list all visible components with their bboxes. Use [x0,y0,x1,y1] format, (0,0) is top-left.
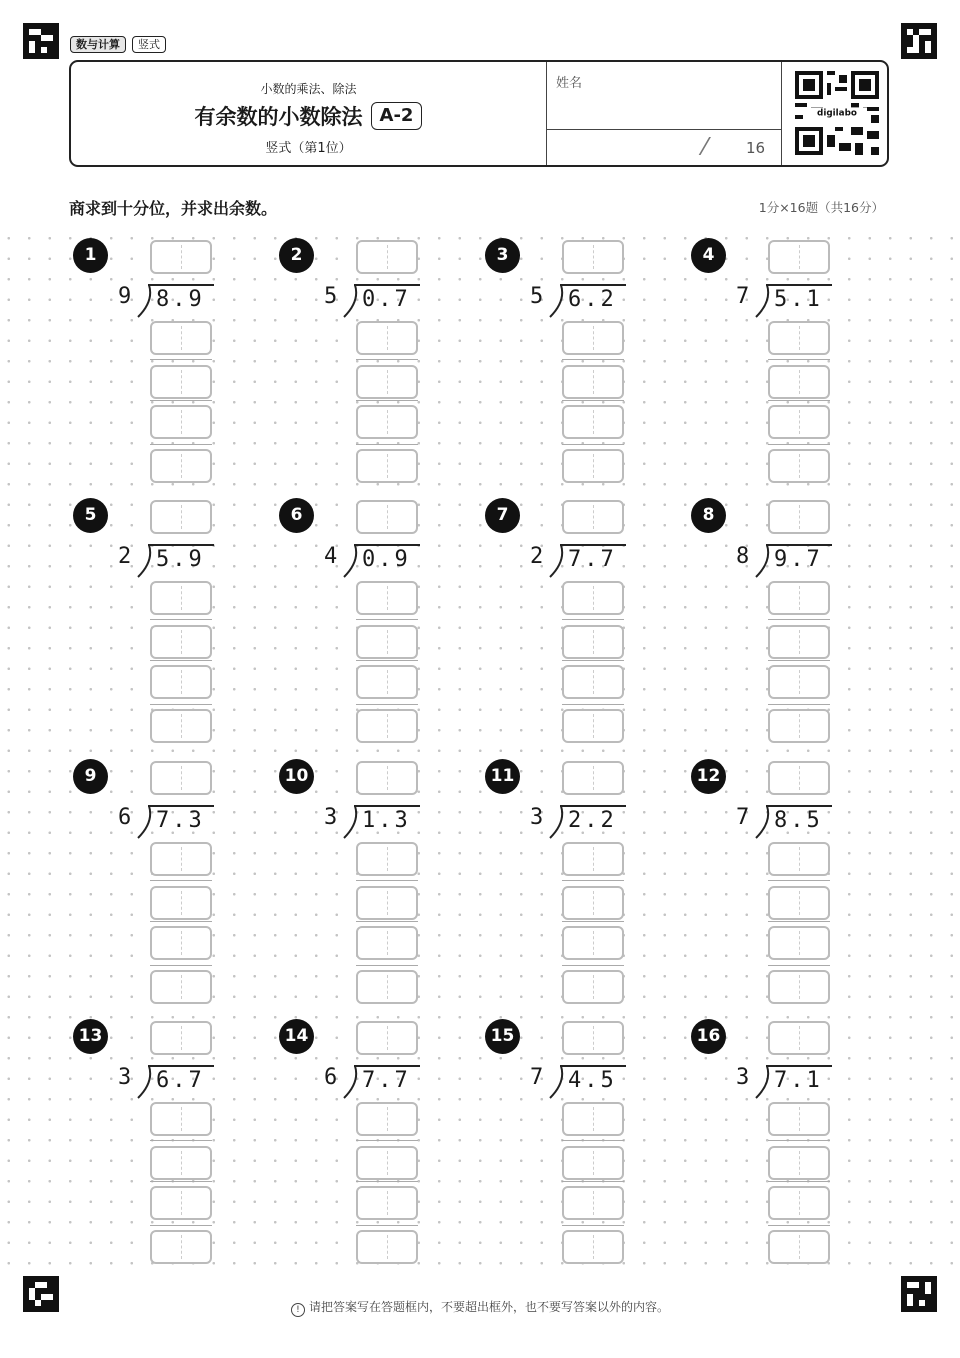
work-answer-box-4[interactable] [562,970,624,1004]
work-answer-box-3[interactable] [768,665,830,699]
problem-11 [482,761,682,1016]
work-answer-box-4[interactable] [768,449,830,483]
work-answer-box-3[interactable] [150,926,212,960]
subtraction-line-2 [562,1181,624,1182]
footer-text: 请把答案写在答题框内，不要超出框外，也不要写答案以外的内容。 [308,1300,669,1314]
subtraction-line-2 [768,400,830,401]
work-answer-box-2[interactable] [150,365,212,399]
work-answer-box-1[interactable] [768,321,830,355]
division-bracket-icon [136,284,152,318]
work-answer-box-3[interactable] [356,926,418,960]
tag-method: 竖式 [132,36,166,53]
subtraction-line-2 [356,1181,418,1182]
problem-number: 9 [73,759,108,794]
dividend: 5.1 [774,287,823,312]
divisor: 9 [118,284,132,309]
work-answer-box-4[interactable] [356,970,418,1004]
qr-section [781,62,888,165]
problem-8 [688,500,888,755]
subtraction-line-3 [356,704,418,705]
subtraction-line-1 [356,359,418,360]
name-field[interactable] [546,62,781,130]
work-answer-box-1[interactable] [150,842,212,876]
subtraction-line-2 [356,921,418,922]
dividend: 4.5 [568,1068,617,1093]
divisor: 7 [530,1065,544,1090]
division-bar [354,544,420,546]
level-badge: A-2 [371,102,423,130]
work-answer-box-1[interactable] [562,321,624,355]
category-tags [70,36,166,53]
division-bar [354,805,420,807]
work-answer-box-2[interactable] [562,625,624,659]
subtraction-line-3 [562,704,624,705]
quotient-answer-box[interactable] [150,240,212,274]
dividend: 0.9 [362,547,411,572]
division-bar [560,544,626,546]
dividend: 0.7 [362,287,411,312]
work-answer-box-4[interactable] [150,709,212,743]
dividend: 7.7 [362,1068,411,1093]
subtraction-line-2 [150,660,212,661]
problem-10 [276,761,476,1016]
problem-number: 3 [485,238,520,273]
problem-number: 13 [73,1019,108,1054]
quotient-answer-box[interactable] [356,240,418,274]
subtraction-line-3 [768,1225,830,1226]
dividend: 8.5 [774,808,823,833]
subtraction-line-3 [562,965,624,966]
division-bar [148,805,214,807]
quotient-answer-box[interactable] [150,500,212,534]
dividend: 5.9 [156,547,205,572]
work-answer-box-2[interactable] [562,365,624,399]
work-answer-box-2[interactable] [150,625,212,659]
quotient-answer-box[interactable] [150,761,212,795]
subtraction-line-1 [768,1140,830,1141]
division-bracket-icon [754,544,770,578]
divisor: 7 [736,284,750,309]
work-answer-box-2[interactable] [768,886,830,920]
division-bracket-icon [342,544,358,578]
work-answer-box-4[interactable] [150,970,212,1004]
problem-number: 12 [691,759,726,794]
subtraction-line-3 [768,965,830,966]
quotient-answer-box[interactable] [768,1021,830,1055]
instruction: 商求到十分位，并求出余数。 [69,199,278,218]
quotient-answer-box[interactable] [356,1021,418,1055]
divisor: 2 [118,544,132,569]
work-answer-box-1[interactable] [768,842,830,876]
work-answer-box-4[interactable] [768,709,830,743]
work-answer-box-2[interactable] [150,1146,212,1180]
subtraction-line-3 [562,444,624,445]
work-answer-box-3[interactable] [562,665,624,699]
method-label: 竖式（第1位） [265,141,352,156]
division-bracket-icon [754,284,770,318]
tag-category: 数与计算 [70,36,126,53]
work-answer-box-1[interactable] [150,321,212,355]
subtraction-line-1 [356,880,418,881]
dividend: 6.7 [156,1068,205,1093]
dividend: 9.7 [774,547,823,572]
work-answer-box-2[interactable] [150,886,212,920]
division-bar [560,805,626,807]
subtraction-line-1 [562,359,624,360]
divisor: 2 [530,544,544,569]
work-answer-box-3[interactable] [150,1186,212,1220]
divisor: 3 [324,805,338,830]
problem-number: 4 [691,238,726,273]
work-answer-box-3[interactable] [768,1186,830,1220]
subtraction-line-1 [150,880,212,881]
subtraction-line-1 [356,1140,418,1141]
subtraction-line-1 [150,1140,212,1141]
dividend: 7.1 [774,1068,823,1093]
divisor: 4 [324,544,338,569]
dividend: 8.9 [156,287,205,312]
divisor: 3 [736,1065,750,1090]
work-answer-box-1[interactable] [562,581,624,615]
subtraction-line-1 [768,880,830,881]
division-bracket-icon [548,284,564,318]
work-answer-box-1[interactable] [356,1102,418,1136]
page-title: 有余数的小数除法 [194,105,363,129]
subtraction-line-2 [150,921,212,922]
division-bar [560,1065,626,1067]
division-bracket-icon [548,805,564,839]
subtraction-line-3 [150,444,212,445]
problem-number: 14 [279,1019,314,1054]
work-answer-box-4[interactable] [768,1230,830,1264]
subtraction-line-2 [562,660,624,661]
work-answer-box-3[interactable] [150,405,212,439]
division-bracket-icon [136,805,152,839]
subtraction-line-1 [562,1140,624,1141]
quotient-answer-box[interactable] [768,240,830,274]
problem-14 [276,1021,476,1276]
subtraction-line-3 [768,704,830,705]
problem-number: 6 [279,498,314,533]
score-slash: / [697,134,712,159]
work-answer-box-2[interactable] [768,1146,830,1180]
problem-9 [70,761,270,1016]
work-answer-box-4[interactable] [562,1230,624,1264]
division-bar [148,284,214,286]
work-answer-box-1[interactable] [562,842,624,876]
dividend: 2.2 [568,808,617,833]
subtraction-line-1 [768,359,830,360]
title-section [71,62,547,165]
worksheet-header [69,60,889,167]
subtraction-line-3 [356,444,418,445]
dividend: 7.3 [156,808,205,833]
work-answer-box-1[interactable] [356,581,418,615]
subtraction-line-3 [768,444,830,445]
subtraction-line-2 [356,400,418,401]
score-note: 1分×16题（共16分） [758,200,884,215]
subtraction-line-3 [356,965,418,966]
problem-number: 11 [485,759,520,794]
problem-number: 10 [279,759,314,794]
problem-13 [70,1021,270,1276]
division-bracket-icon [754,1065,770,1099]
division-bracket-icon [136,1065,152,1099]
work-answer-box-4[interactable] [562,449,624,483]
work-answer-box-1[interactable] [150,581,212,615]
work-answer-box-3[interactable] [768,926,830,960]
subtraction-line-3 [356,1225,418,1226]
problem-4 [688,240,888,495]
subtraction-line-1 [356,619,418,620]
division-bracket-icon [342,1065,358,1099]
work-answer-box-2[interactable] [562,886,624,920]
work-answer-box-2[interactable] [356,625,418,659]
work-answer-box-3[interactable] [562,926,624,960]
problem-7 [482,500,682,755]
divisor: 5 [324,284,338,309]
divisor: 6 [324,1065,338,1090]
division-bracket-icon [548,1065,564,1099]
work-answer-box-2[interactable] [768,365,830,399]
division-bar [766,284,832,286]
work-answer-box-1[interactable] [768,581,830,615]
qr-code-icon [795,71,879,155]
subtraction-line-1 [150,359,212,360]
quotient-answer-box[interactable] [768,500,830,534]
subtraction-line-1 [562,619,624,620]
subtraction-line-1 [768,619,830,620]
subtraction-line-3 [150,1225,212,1226]
subtraction-line-2 [768,660,830,661]
divisor: 3 [530,805,544,830]
work-answer-box-1[interactable] [562,1102,624,1136]
work-answer-box-3[interactable] [562,405,624,439]
problem-6 [276,500,476,755]
subtraction-line-1 [150,619,212,620]
division-bar [354,1065,420,1067]
divisor: 8 [736,544,750,569]
work-answer-box-2[interactable] [356,886,418,920]
problem-12 [688,761,888,1016]
divisor: 7 [736,805,750,830]
problem-15 [482,1021,682,1276]
problem-number: 7 [485,498,520,533]
division-bracket-icon [342,284,358,318]
quotient-answer-box[interactable] [356,500,418,534]
problem-number: 2 [279,238,314,273]
quotient-answer-box[interactable] [562,1021,624,1055]
qr-brand-text: digilabo [817,108,857,119]
problem-number: 8 [691,498,726,533]
subtraction-line-2 [768,921,830,922]
subtraction-line-2 [150,1181,212,1182]
division-bar [766,805,832,807]
problem-2 [276,240,476,495]
quotient-answer-box[interactable] [768,761,830,795]
unit-subtitle: 小数的乘法、除法 [260,82,357,96]
subtraction-line-3 [150,704,212,705]
dividend: 6.2 [568,287,617,312]
name-label: 姓名 [556,76,583,91]
division-bracket-icon [342,805,358,839]
work-answer-box-1[interactable] [150,1102,212,1136]
work-answer-box-3[interactable] [768,405,830,439]
work-answer-box-4[interactable] [150,1230,212,1264]
work-answer-box-2[interactable] [562,1146,624,1180]
quotient-answer-box[interactable] [562,240,624,274]
subtraction-line-2 [768,1181,830,1182]
quotient-answer-box[interactable] [150,1021,212,1055]
problem-1 [70,240,270,495]
problem-number: 5 [73,498,108,533]
quotient-answer-box[interactable] [562,761,624,795]
work-answer-box-1[interactable] [356,842,418,876]
divisor: 5 [530,284,544,309]
divisor: 3 [118,1065,132,1090]
quotient-answer-box[interactable] [562,500,624,534]
work-answer-box-4[interactable] [150,449,212,483]
problem-5 [70,500,270,755]
work-answer-box-1[interactable] [768,1102,830,1136]
subtraction-line-2 [356,660,418,661]
work-answer-box-4[interactable] [562,709,624,743]
work-answer-box-4[interactable] [356,449,418,483]
registration-marker-top-right [901,23,937,59]
dividend: 1.3 [362,808,411,833]
score-field[interactable] [546,130,781,165]
problem-number: 15 [485,1019,520,1054]
work-answer-box-2[interactable] [356,1146,418,1180]
work-answer-box-3[interactable] [356,405,418,439]
work-answer-box-4[interactable] [768,970,830,1004]
work-answer-box-2[interactable] [768,625,830,659]
registration-marker-top-left [23,23,59,59]
work-answer-box-3[interactable] [356,665,418,699]
division-bar [148,544,214,546]
quotient-answer-box[interactable] [356,761,418,795]
divisor: 6 [118,805,132,830]
work-answer-box-3[interactable] [150,665,212,699]
work-answer-box-3[interactable] [356,1186,418,1220]
subtraction-line-2 [562,921,624,922]
subtraction-line-2 [562,400,624,401]
problem-number: 16 [691,1019,726,1054]
footer-note [0,1298,960,1317]
division-bar [354,284,420,286]
subtraction-line-2 [150,400,212,401]
problem-16 [688,1021,888,1276]
division-bar [766,544,832,546]
work-answer-box-3[interactable] [562,1186,624,1220]
division-bracket-icon [136,544,152,578]
subtraction-line-1 [562,880,624,881]
division-bar [766,1065,832,1067]
work-answer-box-2[interactable] [356,365,418,399]
problem-3 [482,240,682,495]
info-icon: ! [291,1303,305,1317]
division-bracket-icon [548,544,564,578]
work-answer-box-4[interactable] [356,709,418,743]
subtraction-line-3 [562,1225,624,1226]
problem-number: 1 [73,238,108,273]
division-bar [560,284,626,286]
subtraction-line-3 [150,965,212,966]
dividend: 7.7 [568,547,617,572]
division-bracket-icon [754,805,770,839]
work-answer-box-1[interactable] [356,321,418,355]
division-bar [148,1065,214,1067]
score-total: 16 [746,139,766,157]
work-answer-box-4[interactable] [356,1230,418,1264]
